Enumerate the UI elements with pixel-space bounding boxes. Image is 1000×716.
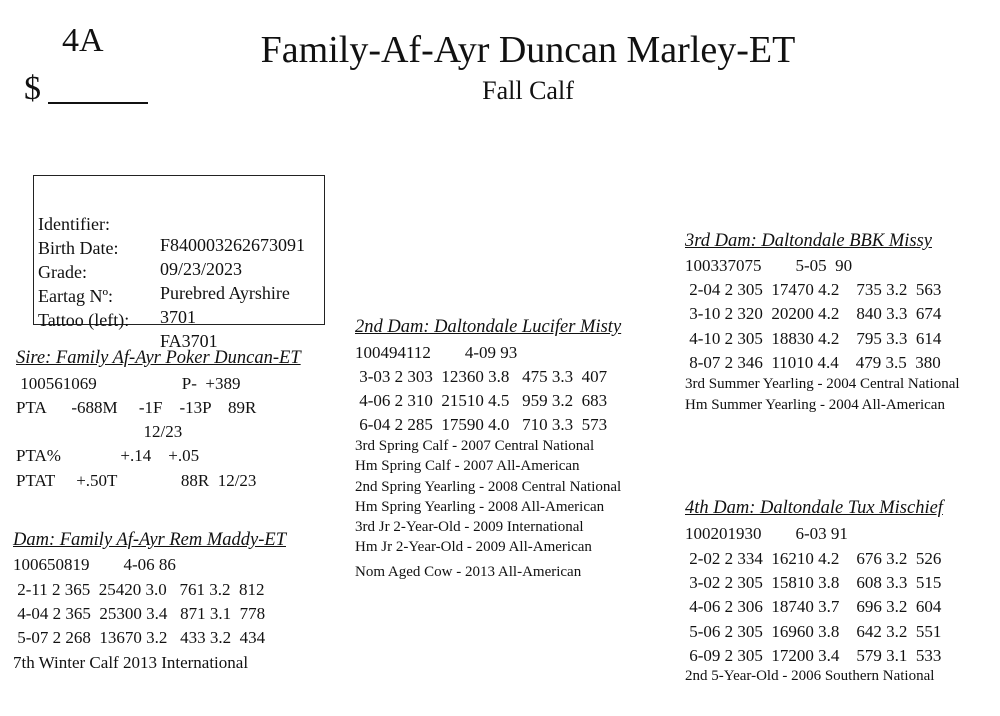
identity-value: FA3701 (160, 331, 218, 351)
third-dam-award: Hm Summer Yearling - 2004 All-American (685, 397, 945, 413)
second-dam-award: Hm Spring Calf - 2007 All-American (355, 458, 580, 474)
sire-line: PTAT +.50T 88R 12/23 (16, 471, 257, 490)
lot-number: 4A (62, 22, 104, 59)
second-dam-line: 100494112 4-09 93 (355, 343, 518, 362)
identity-key: Tattoo (left): (38, 310, 130, 330)
identity-key: Birth Date: (38, 238, 119, 258)
identity-key: Identifier: (38, 214, 110, 234)
fourth-dam-heading: 4th Dam: Daltondale Tux Mischief (685, 498, 943, 518)
second-dam-award: Hm Spring Yearling - 2008 All-American (355, 499, 605, 515)
second-dam-line: 4-06 2 310 21510 4.5 959 3.2 683 (355, 391, 608, 410)
price-label: $ (24, 70, 41, 107)
identity-value: 3701 (160, 307, 196, 327)
identity-value: F840003262673091 (160, 235, 306, 255)
third-dam-line: 100337075 5-05 90 (685, 256, 853, 275)
fourth-dam-line: 2-02 2 334 16210 4.2 676 3.2 526 (685, 549, 942, 568)
third-dam-award: 3rd Summer Yearling - 2004 Central National (685, 376, 960, 392)
identity-key: Grade: (38, 262, 87, 282)
second-dam-line: 6-04 2 285 17590 4.0 710 3.3 573 (355, 415, 608, 434)
second-dam-award: 2nd Spring Yearling - 2008 Central National (355, 479, 622, 495)
second-dam-award: Hm Jr 2-Year-Old - 2009 All-American (355, 539, 592, 555)
third-dam-line: 4-10 2 305 18830 4.2 795 3.3 614 (685, 329, 942, 348)
sire-line: PTA -688M -1F -13P 89R (16, 398, 257, 417)
identity-value: Purebred Ayrshire (160, 283, 290, 303)
fourth-dam-line: 6-09 2 305 17200 3.4 579 3.1 533 (685, 646, 942, 665)
dam-heading: Dam: Family Af-Ayr Rem Maddy-ET (13, 530, 286, 550)
second-dam-heading: 2nd Dam: Daltondale Lucifer Misty (355, 317, 622, 337)
fourth-dam-line: 4-06 2 306 18740 3.7 696 3.2 604 (685, 597, 942, 616)
third-dam-line: 3-10 2 320 20200 4.2 840 3.3 674 (685, 304, 942, 323)
sire-heading: Sire: Family Af-Ayr Poker Duncan-ET (16, 348, 301, 368)
second-dam-award: 3rd Spring Calf - 2007 Central National (355, 438, 595, 454)
third-dam-line: 2-04 2 305 17470 4.2 735 3.2 563 (685, 280, 942, 299)
animal-name-title: Family-Af-Ayr Duncan Marley-ET (260, 29, 796, 71)
third-dam-line: 8-07 2 346 11010 4.4 479 3.5 380 (685, 353, 941, 372)
class-subtitle: Fall Calf (482, 76, 574, 105)
second-dam-award: Nom Aged Cow - 2013 All-American (355, 564, 582, 580)
sire-line: PTA% +.14 +.05 (16, 446, 200, 465)
dam-award: 7th Winter Calf 2013 International (13, 653, 249, 672)
fourth-dam-line: 3-02 2 305 15810 3.8 608 3.3 515 (685, 573, 942, 592)
second-dam-award: 3rd Jr 2-Year-Old - 2009 International (355, 519, 584, 535)
sire-line: 12/23 (16, 422, 183, 441)
fourth-dam-line: 5-06 2 305 16960 3.8 642 3.2 551 (685, 622, 942, 641)
sire-line: 100561069 P- +389 (16, 374, 241, 393)
dam-line: 2-11 2 365 25420 3.0 761 3.2 812 (13, 580, 265, 599)
identity-box (33, 175, 325, 351)
identity-key: Eartag Nº: (38, 286, 114, 306)
second-dam-line: 3-03 2 303 12360 3.8 475 3.3 407 (355, 367, 608, 386)
identity-value: 09/23/2023 (160, 259, 243, 279)
dam-line: 100650819 4-06 86 (13, 555, 176, 574)
dam-line: 5-07 2 268 13670 3.2 433 3.2 434 (13, 628, 266, 647)
third-dam-heading: 3rd Dam: Daltondale BBK Missy (685, 231, 932, 251)
dam-line: 4-04 2 365 25300 3.4 871 3.1 778 (13, 604, 266, 623)
fourth-dam-line: 100201930 6-03 91 (685, 524, 848, 543)
fourth-dam-award: 2nd 5-Year-Old - 2006 Southern National (685, 668, 935, 684)
